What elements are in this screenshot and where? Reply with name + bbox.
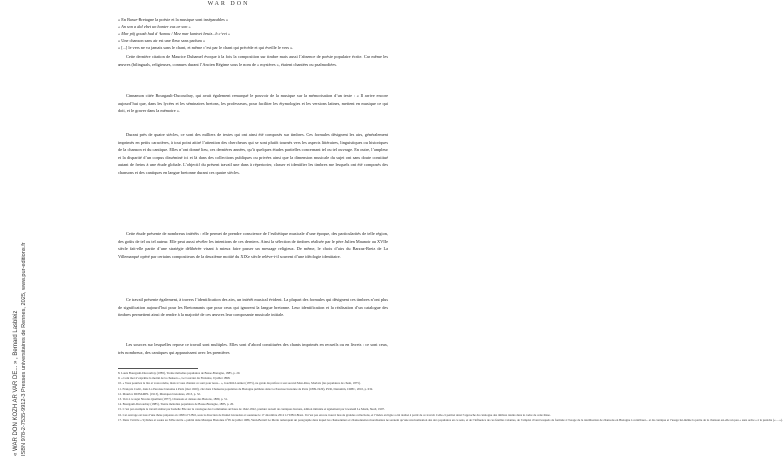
body-paragraph: Durant près de quatre siècles, ce sont des milliers de textes qui ont ainsi été composés sur timbres. Ces formules désignent les airs, généralement imprimés en petits caractères, à tout point attiré l’attention des chercheurs qui se sont plutôt tournés vers les aspects littéraires, linguistiques ou historiques de la chanson et du cantique. Elles n’ont donné lieu, ces dernières années, qu’à quelques études partielles concernant tel ou tel ouvrage. En outre, l’ampleur et la disparité d’un corpus disséminé ici et là dans des collections publiques ou privées ainsi que la dimension musicale du sujet ont sans doute constitué autant de freins à une étude globale. L’objectif du présent travail une dans à répertorier, classer et identifier les timbres me lesquels ont été composés des chansons et des cantiques en langue bretonne durant ces quatre siècles.: [118, 132, 388, 175]
epigraph-quotes: [118, 16, 378, 51]
quote-line: « Une chanson sans air est une fleur sans parfum »: [118, 38, 206, 44]
footnote: 8. Louis Bourgault-Ducoudray (1885), Trente mélodies populaires de Basse-Bretagne, 1885, p. 20.: [118, 371, 241, 375]
footnote: 9. « Cent mot n’exprime la moitié de la chanson », Le Courrier du Finistère, 9 juillet 1898.: [118, 376, 231, 381]
footnote: 16. Cet ouvrage est issu d’une thèse préparée en 1998 à l’UBO, sous la direction de Daniel Giraudon et soutenue le 17 décembre 2012 à l’UBO-Brest. Il n’est pas encore trouvé lieu de grandes collections, et l’index en ligne a été réalisé à partir de ce travail. Celle-ci permet ainsi l’approche du catalogue des timbres réunis dans le cadre de cette thèse.: [118, 412, 551, 417]
running-header: WAR DON: [207, 1, 250, 7]
footnotes: [118, 368, 783, 423]
footnote: 13. Voir à ce sujet Nicolas Quellien (1877), Chansons et danses des Bretons, 1889, p. 51.: [118, 397, 228, 402]
quote-line: « An son a dal ebet un hanter eus ar son »: [118, 24, 191, 30]
side-credit-isbn: ISBN 978-2-7535-9912-3 Presses universitaires de Rennes, 2025, www.pur-editions.fr: [21, 242, 27, 456]
body-paragraph-4-block: [118, 230, 388, 260]
footnote: 15. C’est par exemple le travail réalisé par Isabelle Elle sur le catalogue des Commumes arrivées de 1642-1822, premier recueil de cantiques bretons, édition intitulée et également par Gwenaël Le Moën, Skoll, 1997.: [118, 407, 385, 412]
quote-line: « [...] le vers ne va jamais sans le chant, et même c’est par le chant qui précède et qui éveille le vers ».: [118, 45, 294, 51]
quote-line: « Mar pôj gouzh hud d ‘kanou / Mez mar kantvet bruiz...h c‘evi »: [118, 31, 231, 37]
body-paragraph-5-block: [118, 296, 388, 319]
footnote: 11. François Cadic, dans La Paroisse bretonne à Paris (mai 1920), cité dans Chansons populaires de Bretagne publiées dans La Paroisse bretonne de Paris (1899-1929), PUR, Dastumm, CRBC, 2010, p. 632.: [118, 386, 374, 391]
quote-line: « En Basse-Bretagne la poésie et la musique sont inséparables »: [118, 17, 229, 22]
footnote: 17. Dans l’article « Syllabes et sosies au XIXe siècle » publié dans Musique Bretonne n°95 de juillet 1986, Yann-Bertail Le Merle remarquait un paragraphe dans lequel les chansonniers et chansonnettes moralisantes ne seraient qu’une réactualisation des airs populaires en ce sens, et de l’influence de ces feuilles volantes, de l’emploi vivant lesquels de formule à l’usage de la réutilisation de chansons en Bretagne à contribuer... et du cantique et l’usage lui-même la partie de la chanson est-elle un peu « sans ordre » à la prendre (« ... »).: [118, 417, 783, 422]
body-paragraph-3-block: [118, 131, 388, 176]
body-paragraph: Cinnamon citée Bourgault-Ducoudray, qui avait également remarqué le pouvoir de la musique sur la mémorisation d’un texte : « Il arrive encore aujourd’hui que, dans les lycées et les séminaires bretons, les professeurs, pour faciliter les étymologies et les versions latines, mettent en musique ce qui doit, et le graver dans la mémoire ».: [118, 93, 388, 113]
body-paragraph-6-block: [118, 341, 388, 356]
body-paragraph-1-block: [118, 53, 388, 68]
body-paragraph-2-block: [118, 92, 388, 115]
body-paragraph: Les sources sur lesquelles repose ce travail sont multiples. Elles sont d’abord constituées des chants imprimés en recueils ou en livrets : ce sont ceux, très nombreux, des cantiques qui apparaissent avec les premières: [118, 342, 388, 355]
body-paragraph: Cette dernière citation de Maurice Duhamel évoque à la fois la composition sur timbre mais aussi l’absence de poésie populaire écrite. Car même les œuvres (bilinguals, religieuses, connues durant l’Ancien Régime sous le nom de « mystères », étaient chantées ou psalmodiées.: [118, 54, 388, 67]
body-paragraph: Cette étude présente de nombreux intérêts : elle permet de prendre conscience de l’esthétique musicale d’une époque, des particularités de telle région, des goûts de tel ou tel auteur. Elle peut aussi révéler les intentions de ces derniers. Ainsi la sélection de timbres réalisée par le père Julien Maunoir au XVIIe siècle fait-elle partie d’une stratégie délibérée visant à mieux faire passer un message religieux. De même, le choix d’airs du Barzaz-Breiz de La Villemarqué opéré par certains compositeurs de la deuxième moitié du XIXe siècle relève-t-il souvent d’une idéologie identitaire.: [118, 231, 388, 259]
footnote: 14. Bourgault-Ducoudray (1885), Trente mélodies populaires de Basse-Bretagne, 1885, p. 20.: [118, 402, 234, 407]
footnote-divider: [118, 368, 198, 369]
footnote: 12. Maurice DUHAMEL (1913), Musiques bretonnes, 2013, p. 32.: [118, 391, 201, 396]
side-credit-title: « WAR DON KOZH AR VAR DE... » , Bernard Lasbleiz: [13, 310, 19, 456]
body-paragraph: Ce travail présente également, à travers l’identification des airs, un intérêt musical évident. La plupart des formules qui désignent ces timbres n’ont plus de signification aujourd’hui pour les Bretonnants que pour ceux qui ignorent la langue bretonne. Leur identification et la réalisation d’un catalogue des timbres permettent ainsi de rendre à la majorité de ces œuvres leur composante musicale initiale.: [118, 297, 388, 317]
footnote: 10. « Vous pourriez le lire et vous rendre, mais si vous chantez ce sont pour nous... », Joachim Lannier (1875), ne garde du préface à son second Mon-Rios, Morlaix (les populaires de chant, 1875).: [118, 381, 361, 386]
